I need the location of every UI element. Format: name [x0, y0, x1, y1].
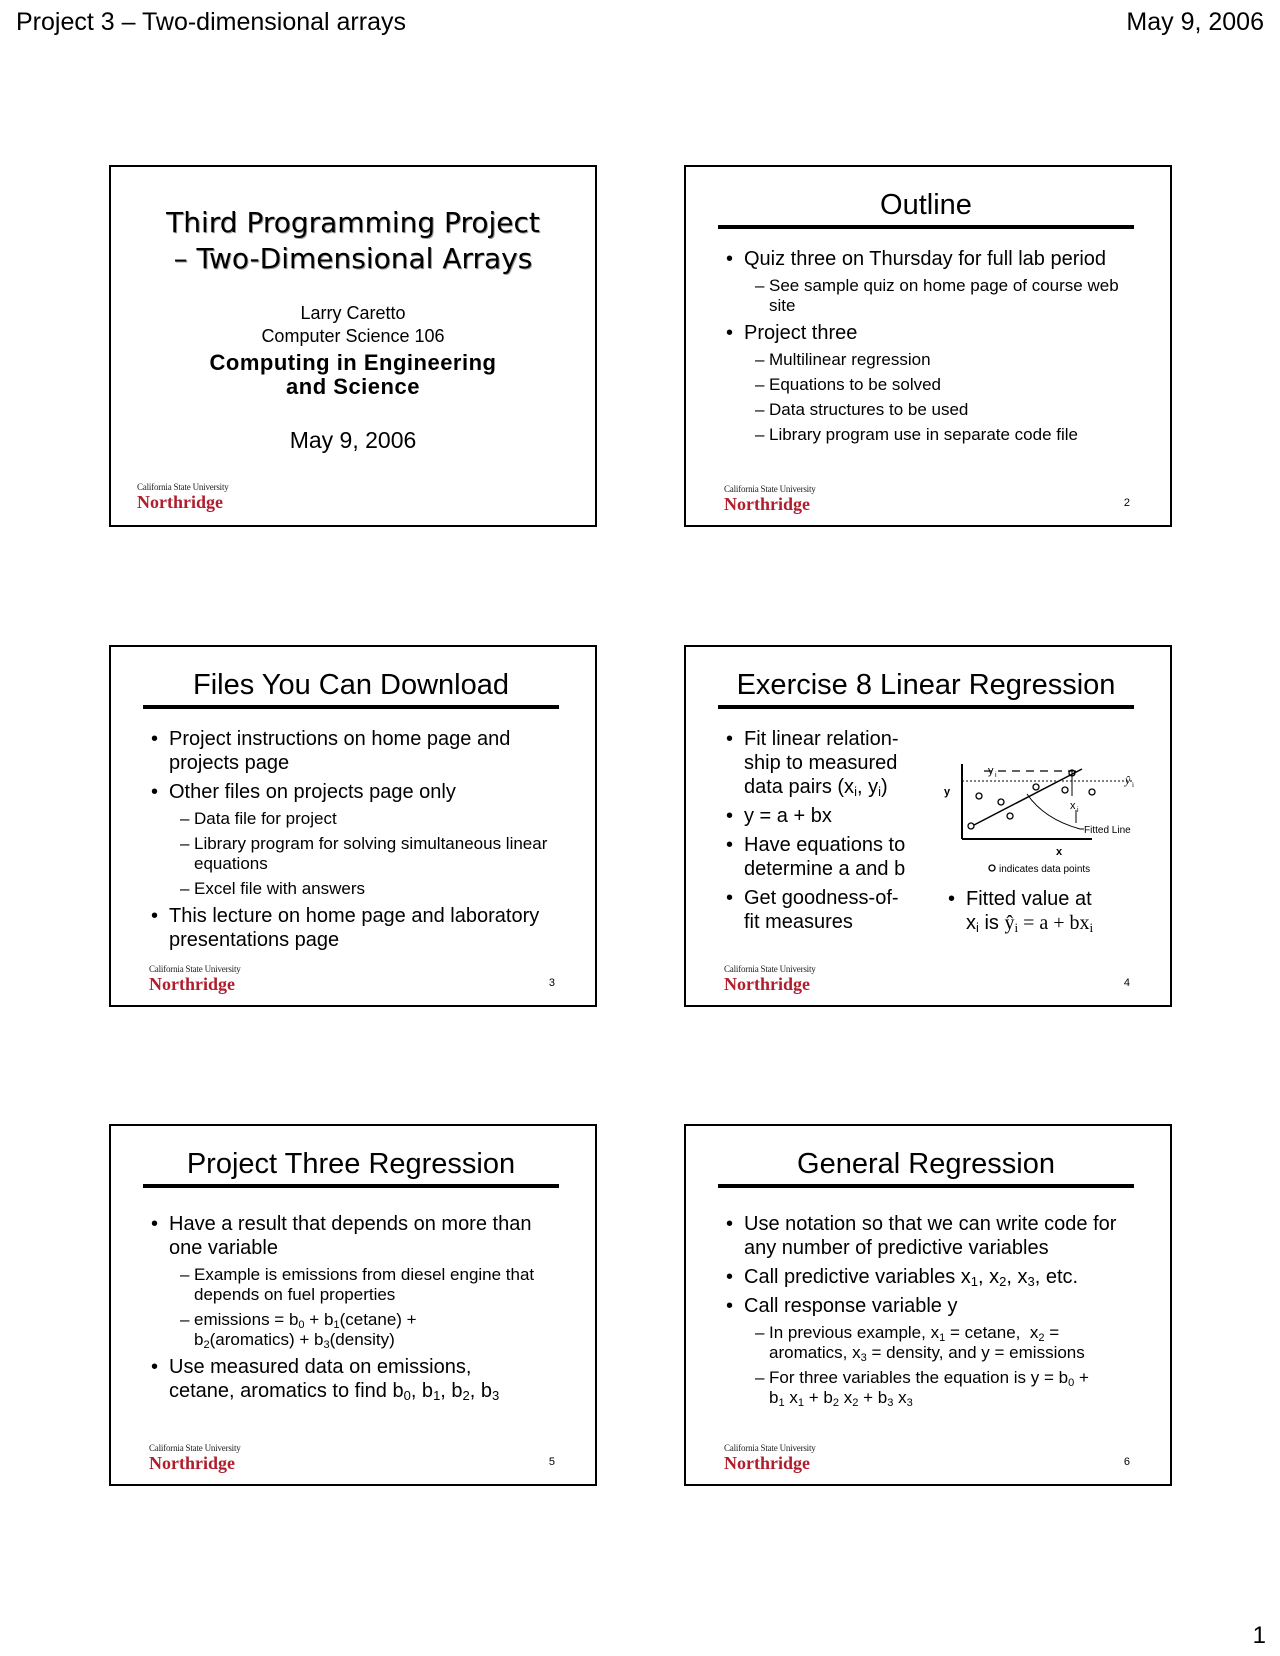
- subscript: 3: [887, 1397, 894, 1409]
- text: + b: [804, 1388, 833, 1407]
- subtitle-line-1: Computing in Engineering: [209, 350, 497, 375]
- subscript: 3: [906, 1397, 913, 1409]
- university-logo: [724, 485, 816, 513]
- university-logo: [724, 965, 816, 993]
- bullet: • Other files on projects page only: [149, 780, 565, 804]
- data-point: [1089, 789, 1095, 795]
- bullet-fitted-value: [946, 887, 1166, 935]
- text: x: [784, 1388, 798, 1407]
- text: x: [893, 1388, 907, 1407]
- sub-bullet: – Equations to be solved: [755, 375, 942, 394]
- text: +: [1074, 1368, 1089, 1387]
- subscript: 3: [860, 1352, 867, 1364]
- logo-small: California State University: [149, 1443, 241, 1453]
- subscript: 2: [832, 1397, 840, 1409]
- yhat-subscript: i: [1132, 781, 1134, 789]
- slide-title: Exercise 8 Linear Regression: [718, 667, 1134, 709]
- sub-bullet: – Data structures to be used: [755, 400, 969, 419]
- subscript: 1: [797, 1397, 805, 1409]
- text: (cetane) +: [339, 1310, 417, 1329]
- subscript: 2: [1038, 1332, 1045, 1344]
- sub-bullet: – For three variables the equation is $y = b_0$ + $b_1$ $x_1 + b_2$ $x_2 + b_3$ $x_3$: [755, 1368, 1089, 1409]
- bullet: • Project instructions on home page and projects page: [149, 727, 565, 775]
- xi-subscript: i: [1077, 807, 1079, 814]
- data-point: [976, 793, 982, 799]
- slide-body: [724, 1212, 1140, 1413]
- subscript: i: [976, 920, 979, 935]
- x-axis-label: x: [1056, 846, 1063, 858]
- data-point: [968, 823, 974, 829]
- text: , b: [440, 1380, 463, 1402]
- bullet-line: • Have equations to: [744, 834, 906, 856]
- subscript: 3: [1027, 1274, 1035, 1289]
- text: emissions = b: [194, 1310, 299, 1329]
- sub-bullet: – Library program for solving simultaneous linear equations: [180, 834, 548, 873]
- fitted-line-label: Fitted Line: [1084, 825, 1131, 836]
- subscript: 1: [939, 1332, 946, 1344]
- sub-bullet-text: Data file for project: [194, 809, 337, 828]
- subscript: 2: [462, 1388, 470, 1403]
- text: b: [194, 1330, 204, 1349]
- logo-small: California State University: [137, 482, 229, 492]
- bullet-line: determine a and b: [744, 858, 906, 880]
- bullet-line: [169, 1379, 565, 1403]
- subscript: i: [878, 784, 881, 799]
- page-header-date: May 9, 2006: [1126, 8, 1264, 36]
- slide-4: [684, 645, 1172, 1007]
- text: data pairs (x: [744, 776, 855, 798]
- subtitle-line-2: and Science: [286, 374, 420, 399]
- university-logo: [137, 483, 229, 511]
- subscript: 0: [1068, 1377, 1075, 1389]
- subscript: 0: [403, 1388, 411, 1403]
- page-number: 1: [1252, 1622, 1266, 1649]
- text: , etc.: [1034, 1266, 1079, 1288]
- bullet-line: ship to measured: [744, 752, 898, 774]
- subscript: 1: [333, 1319, 340, 1331]
- xi-label: x: [1070, 800, 1076, 812]
- ybar-subscript: i: [995, 772, 997, 779]
- bullet-line: • Fitted value at: [966, 888, 1092, 910]
- university-logo: [149, 965, 241, 993]
- logo-big: Northridge: [724, 494, 810, 514]
- subscript: 1: [970, 1274, 978, 1289]
- bullet: [724, 727, 934, 799]
- text: = density, and y = emissions: [866, 1343, 1085, 1362]
- sub-bullet-text: Equations to be solved: [769, 375, 942, 394]
- bullet-line: • Get goodness-of-: [744, 887, 899, 909]
- text: x: [839, 1388, 853, 1407]
- sub-bullet-text: Data structures to be used: [769, 400, 969, 419]
- slide-body: [724, 247, 1140, 450]
- subscript: 0: [298, 1319, 305, 1331]
- bullet-line: [744, 775, 934, 799]
- sub-bullet-text: Example is emissions from diesel engine that depends on fuel properties: [194, 1265, 535, 1304]
- legend-text: indicates data points: [999, 864, 1091, 875]
- slide-3: [109, 645, 597, 1007]
- regression-diagram: [944, 759, 1144, 879]
- logo-small: California State University: [724, 1443, 816, 1453]
- text: , x: [978, 1266, 1000, 1288]
- subscript: i: [1014, 920, 1019, 935]
- text: In previous example, x: [769, 1323, 940, 1342]
- subscript: 1: [433, 1388, 441, 1403]
- text: is: [978, 912, 1005, 934]
- bullet-line: • Use measured data on emissions,: [169, 1356, 472, 1378]
- text: ): [880, 776, 888, 798]
- data-point: [1033, 784, 1039, 790]
- sub-bullet: – Excel file with answers: [180, 879, 366, 898]
- university-logo: [149, 1444, 241, 1472]
- subscript: 3: [323, 1339, 330, 1351]
- bullet: • y = a + bx: [724, 804, 934, 828]
- bullet: • Call response variable y: [724, 1294, 1140, 1318]
- fitted-line: [974, 769, 1082, 825]
- bullet-line: • Fit linear relation-: [744, 728, 899, 750]
- text: x: [966, 912, 976, 934]
- subscript: 2: [852, 1397, 859, 1409]
- text: , b: [469, 1380, 493, 1402]
- logo-big: Northridge: [724, 974, 810, 994]
- sub-bullet: – In previous example, $x_1 = cetane$, $x_2$ = aromatics, $x_3$ = density, and y = emissions: [755, 1323, 1085, 1364]
- sub-bullet-text: Library program use in separate code file: [769, 425, 1078, 444]
- text: , b: [410, 1380, 434, 1402]
- sub-bullet: – emissions = $b_0 + b_1(cetane)$ + $b_2(aromatics)$ + $b_3(density)$: [180, 1310, 417, 1351]
- university-logo: [724, 1444, 816, 1472]
- legend-marker: [989, 865, 995, 871]
- logo-big: Northridge: [724, 1453, 810, 1473]
- bullet: [724, 833, 934, 881]
- sub-bullet-text: Multilinear regression: [769, 350, 931, 369]
- subscript: i: [854, 784, 857, 799]
- slide-5: [109, 1124, 597, 1486]
- sub-bullet: – Data file for project: [180, 809, 337, 828]
- text: , y: [856, 776, 879, 798]
- sub-bullet: – Library program use in separate code file: [755, 425, 1078, 444]
- slide-number: 4: [1123, 977, 1130, 989]
- sub-bullet-text: Excel file with answers: [194, 879, 366, 898]
- bullet-line: [966, 911, 1166, 935]
- bullet: • Quiz three on Thursday for full lab period: [724, 247, 1140, 271]
- author: Larry Caretto: [300, 303, 406, 323]
- slide-1: [109, 165, 597, 527]
- text: b: [769, 1388, 779, 1407]
- bullet: [724, 1265, 1140, 1289]
- sub-bullet-text: Library program for solving simultaneous linear equations: [194, 834, 548, 873]
- title-line-2: – Two-Dimensional Arrays: [173, 242, 533, 275]
- data-point: [1062, 787, 1068, 793]
- text: , x: [1006, 1266, 1028, 1288]
- slide-1-title: [111, 205, 595, 277]
- subscript: 2: [999, 1274, 1007, 1289]
- slide-number: 3: [548, 977, 555, 989]
- slide-body: [724, 727, 934, 939]
- subscript: 2: [203, 1339, 210, 1351]
- bullet-line: fit measures: [744, 911, 853, 933]
- title-line-1: Third Programming Project: [166, 206, 540, 239]
- logo-big: Northridge: [149, 1453, 235, 1473]
- subscript: 1: [778, 1397, 785, 1409]
- text: =: [1044, 1323, 1060, 1342]
- slide-number: 2: [1123, 497, 1130, 509]
- math-text: ŷ: [1004, 912, 1015, 934]
- slide-date: May 9, 2006: [289, 427, 417, 453]
- text: aromatics, x: [769, 1343, 861, 1362]
- text: For three variables the equation is y = b: [769, 1368, 1069, 1387]
- bullet: [149, 1355, 565, 1403]
- subscript: 3: [492, 1388, 500, 1403]
- logo-big: Northridge: [137, 492, 223, 512]
- sub-bullet: – Example is emissions from diesel engine that depends on fuel properties: [180, 1265, 535, 1304]
- logo-small: California State University: [149, 964, 241, 974]
- slide-title: Outline: [718, 187, 1134, 229]
- logo-small: California State University: [724, 484, 816, 494]
- logo-small: California State University: [724, 964, 816, 974]
- slide-body: [149, 727, 565, 957]
- course: Computer Science 106: [261, 326, 445, 346]
- data-point: [1007, 813, 1013, 819]
- y-axis-label: y: [944, 786, 951, 798]
- text: (density): [329, 1330, 395, 1349]
- slide-6: [684, 1124, 1172, 1486]
- slide-title: General Regression: [718, 1146, 1134, 1188]
- slide-number: 6: [1123, 1456, 1130, 1468]
- yhat-label: ŷ: [1125, 773, 1131, 787]
- subtitle: [111, 351, 595, 399]
- slide-body: [149, 1212, 565, 1408]
- text: + b: [858, 1388, 888, 1407]
- math-text: = a + bx: [1018, 912, 1090, 934]
- sub-bullet: – See sample quiz on home page of course web site: [755, 276, 1119, 315]
- slide-title: Project Three Regression: [143, 1146, 559, 1188]
- sub-bullet: – Multilinear regression: [755, 350, 931, 369]
- bullet: • Use notation so that we can write code for any number of predictive variables: [724, 1212, 1140, 1260]
- page-header-title: Project 3 – Two-dimensional arrays: [16, 8, 406, 36]
- logo-big: Northridge: [149, 974, 235, 994]
- text: Call predictive variables x: [744, 1266, 971, 1288]
- bullet: [724, 886, 934, 934]
- text: (aromatics) + b: [209, 1330, 324, 1349]
- text: cetane, aromatics to find b: [169, 1380, 404, 1402]
- slide-title: Files You Can Download: [143, 667, 559, 709]
- slide-number: 5: [548, 1456, 555, 1468]
- bullet: • Have a result that depends on more than one variable: [149, 1212, 565, 1260]
- ybar-label: y: [988, 765, 994, 777]
- subscript: i: [1089, 920, 1094, 935]
- slide-2: [684, 165, 1172, 527]
- text: + b: [304, 1310, 334, 1329]
- bullet: • This lecture on home page and laboratory presentations page: [149, 904, 565, 952]
- data-point: [998, 799, 1004, 805]
- bullet: • Project three: [724, 321, 1140, 345]
- text: = cetane, x: [945, 1323, 1039, 1342]
- sub-bullet-text: See sample quiz on home page of course web site: [769, 276, 1119, 315]
